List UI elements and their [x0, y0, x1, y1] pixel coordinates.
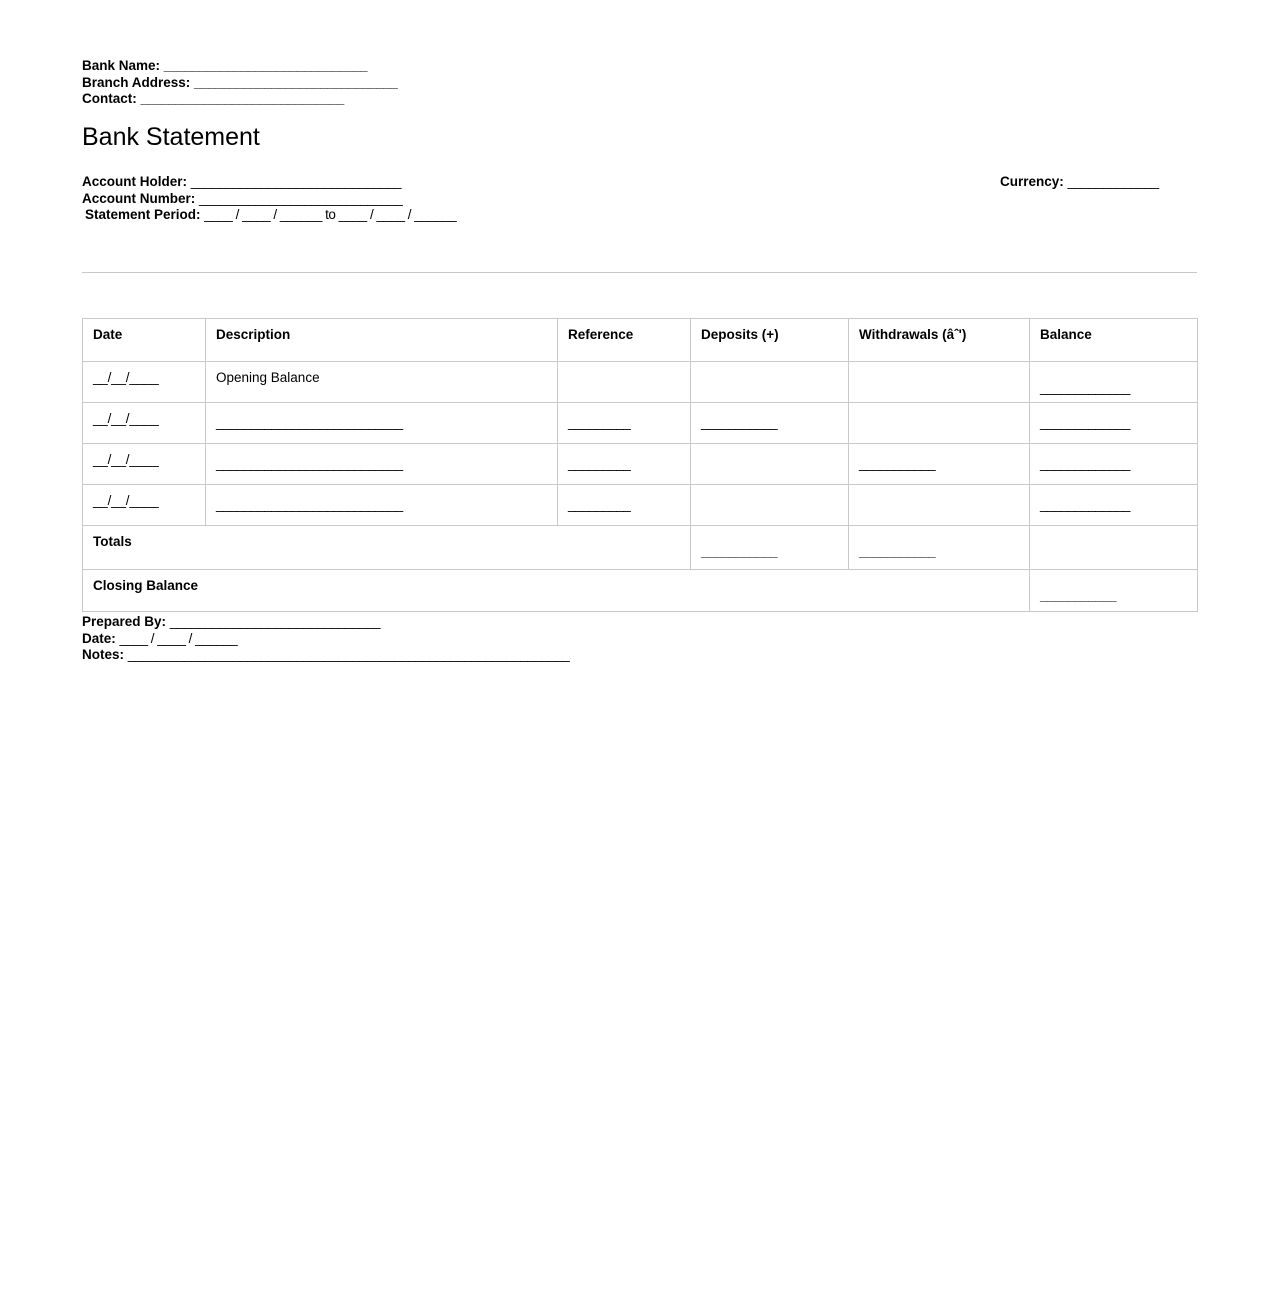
- cell-withdrawals[interactable]: [849, 444, 1030, 485]
- cell-date[interactable]: [83, 485, 206, 526]
- currency-blank[interactable]: _____________: [1067, 174, 1159, 189]
- account-holder-field: [82, 174, 982, 191]
- totals-balance-blank: [1040, 532, 1197, 542]
- totals-deposits-blank: ___________: [701, 544, 777, 559]
- account-number-blank[interactable]: _____________________________: [199, 190, 403, 206]
- cell-deposits[interactable]: [691, 362, 849, 403]
- cell-withdrawals[interactable]: [849, 403, 1030, 444]
- cell-balance[interactable]: [1030, 362, 1198, 403]
- withdrawals-blank: [859, 368, 1029, 372]
- description-blank: ___________________________: [216, 456, 403, 471]
- reference-blank: [568, 368, 690, 372]
- totals-row: [83, 526, 1198, 570]
- table-header-row: [83, 319, 1198, 362]
- cell-description[interactable]: [206, 362, 558, 403]
- column-header-reference: Reference: [558, 319, 691, 362]
- page-title: Bank Statement: [82, 123, 260, 151]
- totals-withdrawals-blank: ___________: [859, 544, 935, 559]
- column-header-balance: Balance: [1030, 319, 1198, 362]
- balance-blank: _____________: [1040, 380, 1130, 395]
- reference-blank: _________: [568, 456, 631, 471]
- contact-blank[interactable]: _____________________________: [140, 91, 344, 107]
- footer-date-field: [82, 631, 1197, 648]
- bank-details-header: [82, 58, 1197, 108]
- date-blank: __/__/____: [93, 493, 159, 508]
- table-row: [83, 444, 1198, 485]
- closing-label-cell: [83, 570, 1030, 612]
- cell-date[interactable]: [83, 403, 206, 444]
- prepared-by-field: [82, 614, 1197, 631]
- date-blank: __/__/____: [93, 411, 159, 426]
- contact-label: Contact:: [82, 91, 141, 107]
- column-header-date: Date: [83, 319, 206, 362]
- prepared-by-label: Prepared By:: [82, 614, 170, 629]
- cell-reference[interactable]: [558, 485, 691, 526]
- cell-date[interactable]: [83, 444, 206, 485]
- cell-reference[interactable]: [558, 403, 691, 444]
- footer-date-label: Date:: [82, 630, 120, 646]
- date-blank: __/__/____: [93, 452, 159, 467]
- branch-address-field: [82, 75, 1197, 92]
- bank-name-label: Bank Name:: [82, 58, 164, 73]
- account-info-block: [82, 174, 982, 224]
- cell-description[interactable]: [206, 444, 558, 485]
- notes-field: [82, 647, 1197, 664]
- withdrawals-blank: ___________: [859, 456, 935, 471]
- column-header-description: Description: [206, 319, 558, 362]
- reference-blank: _________: [568, 415, 631, 430]
- cell-balance[interactable]: [1030, 444, 1198, 485]
- currency-field: [1000, 174, 1159, 191]
- transactions-table: [82, 318, 1198, 612]
- cell-balance[interactable]: [1030, 485, 1198, 526]
- deposits-blank: ___________: [701, 415, 777, 430]
- withdrawals-blank: [859, 491, 1029, 495]
- closing-balance-row: [83, 570, 1198, 612]
- date-blank: __/__/____: [93, 370, 159, 385]
- notes-blank[interactable]: _______________________________________________________________: [127, 647, 570, 663]
- cell-description[interactable]: [206, 485, 558, 526]
- deposits-blank: [701, 450, 848, 454]
- totals-withdrawals-cell[interactable]: [849, 526, 1030, 570]
- table-row: [83, 362, 1198, 403]
- bank-name-field: [82, 58, 1197, 75]
- cell-deposits[interactable]: [691, 485, 849, 526]
- notes-label: Notes:: [82, 647, 128, 663]
- cell-date[interactable]: [83, 362, 206, 403]
- description-text: Opening Balance: [216, 370, 320, 385]
- cell-deposits[interactable]: [691, 403, 849, 444]
- statement-period-label: Statement Period:: [85, 207, 205, 223]
- cell-balance[interactable]: [1030, 403, 1198, 444]
- description-blank: ___________________________: [216, 497, 403, 512]
- cell-withdrawals[interactable]: [849, 485, 1030, 526]
- currency-label: Currency:: [1000, 174, 1068, 189]
- branch-address-blank[interactable]: _____________________________: [194, 74, 398, 90]
- branch-address-label: Branch Address:: [82, 74, 195, 90]
- contact-field: [82, 91, 1197, 108]
- column-header-deposits: Deposits (+): [691, 319, 849, 362]
- balance-blank: _____________: [1040, 415, 1130, 430]
- totals-label-cell: [83, 526, 691, 570]
- totals-deposits-cell[interactable]: [691, 526, 849, 570]
- totals-balance-cell[interactable]: [1030, 526, 1198, 570]
- cell-reference[interactable]: [558, 444, 691, 485]
- prepared-by-blank[interactable]: ______________________________: [169, 614, 381, 629]
- header-divider: [82, 272, 1197, 273]
- account-number-label: Account Number:: [82, 190, 200, 206]
- balance-blank: _____________: [1040, 456, 1130, 471]
- footer-date-value[interactable]: ____ / ____ / ______: [119, 630, 238, 646]
- balance-blank: _____________: [1040, 497, 1130, 512]
- account-number-field: [82, 191, 982, 208]
- closing-balance-label: Closing Balance: [93, 578, 199, 593]
- description-blank: ___________________________: [216, 415, 403, 430]
- deposits-blank: [701, 491, 848, 495]
- bank-name-blank[interactable]: _____________________________: [163, 58, 368, 73]
- closing-balance-cell[interactable]: [1030, 570, 1198, 612]
- cell-reference[interactable]: [558, 362, 691, 403]
- statement-period-field: [82, 207, 982, 224]
- reference-blank: _________: [568, 497, 631, 512]
- closing-balance-blank: ___________: [1040, 588, 1116, 603]
- footer-block: [82, 614, 1197, 664]
- cell-description[interactable]: [206, 403, 558, 444]
- deposits-blank: [701, 368, 848, 372]
- statement-period-value[interactable]: ____ / ____ / ______ to ____ / ____ / ______: [204, 207, 457, 223]
- account-holder-label: Account Holder:: [82, 174, 191, 189]
- totals-label: Totals: [93, 534, 132, 549]
- withdrawals-blank: [859, 409, 1029, 413]
- table-row: [83, 403, 1198, 444]
- cell-withdrawals[interactable]: [849, 362, 1030, 403]
- account-holder-blank[interactable]: ______________________________: [190, 174, 402, 189]
- table-row: [83, 485, 1198, 526]
- cell-deposits[interactable]: [691, 444, 849, 485]
- column-header-withdrawals: Withdrawals (âˆ'): [849, 319, 1030, 362]
